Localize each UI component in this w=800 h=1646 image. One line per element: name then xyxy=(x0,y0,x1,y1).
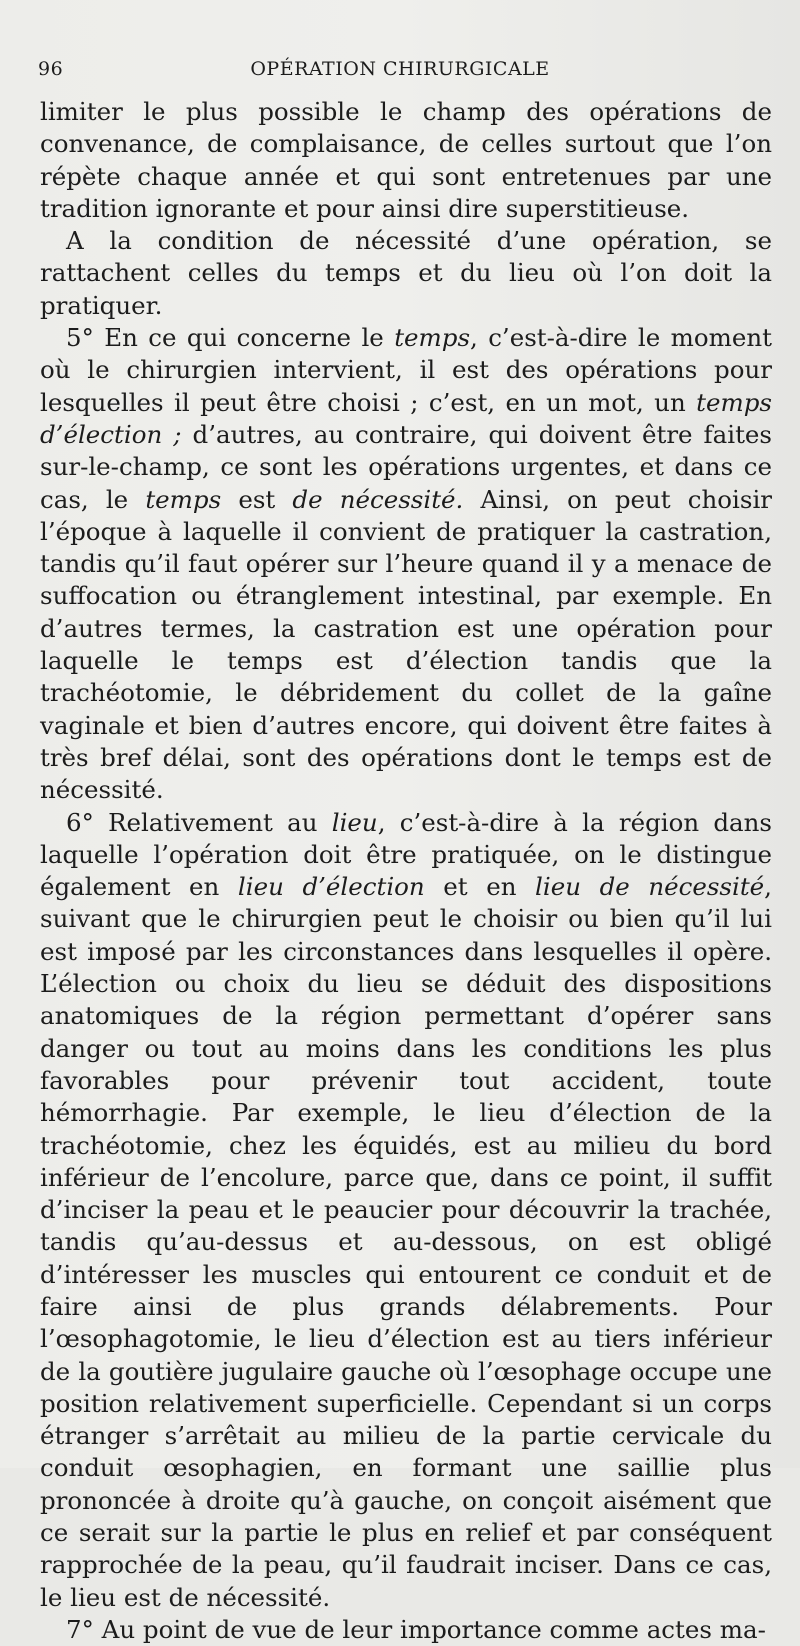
text-run: d’autres, au contraire, qui doivent être faites sur-le-champ, ce sont les opérations urgentes, et dans ce cas, le xyxy=(40,419,772,514)
italic-term: lieu xyxy=(331,807,378,837)
text-run: Ainsi, on peut choisir l’époque à laquelle il convient de pratiquer la castration, tandis qu’il faut opérer sur l’heure quand il y a menace de suffocation ou étranglement intestinal, par exemple. En d’autres termes, la castration est une opération pour laquelle le temps est d’élection tandis que la trachéotomie, le débridement du collet de la gaîne vaginale et bien d’autres encore, qui doivent être faites à très bref délai, sont des opérations dont le temps est de nécessité. xyxy=(40,484,772,805)
text-run: 7° Au point de vue de leur importance comme actes ma- xyxy=(66,1614,766,1644)
text-run: et en xyxy=(424,872,536,902)
italic-term: temps xyxy=(394,323,471,353)
italic-term: lieu de nécessité xyxy=(535,872,765,902)
italic-term: de nécessité. xyxy=(292,484,464,514)
text-run: limiter le plus possible le champ des opérations de convenance, de complaisance, de celles surtout que l’on répète chaque année et qui sont entretenues par une tradition ignorante et pour ainsi dire superstitieuse. xyxy=(40,97,772,223)
paragraph xyxy=(40,96,772,225)
paragraph xyxy=(40,225,772,322)
text-run: , suivant que le chirurgien peut le choisir ou bien qu’il lui est imposé par les circonstances dans lesquelles il opère. L’élection ou choix du lieu se déduit des dispositions anatomiques de la région permettant d’opérer sans danger ou tout au moins dans les conditions les plus favorables pour prévenir tout accident, toute hémorrhagie. Par exemple, le lieu d’élection de la trachéotomie, chez les équidés, est au milieu du bord inférieur de l’encolure, parce que, dans ce point, il suffit d’inciser la peau et le peaucier pour découvrir la trachée, tandis qu’au-dessus et au-dessous, on est obligé d’intéresser les muscles qui entourent ce conduit et de faire ainsi de plus grands délabrements. Pour l’œsophagotomie, le lieu d’élection est au tiers inférieur de la goutière jugulaire gauche où l’œsophage occupe une position relativement superficielle. Cependant si un corps étranger s’arrêtait au milieu de la partie cervicale du conduit œsophagien, en formant une saillie plus prononcée à droite qu’à gauche, on conçoit aisément que ce serait sur la partie le plus en relief et par conséquent rapprochée de la peau, qu’il faudrait inciser. Dans ce cas, le lieu est de nécessité. xyxy=(40,872,772,1612)
body-text xyxy=(40,96,772,1646)
page-number: 96 xyxy=(38,58,64,80)
running-title: OPÉRATION CHIRURGICALE xyxy=(250,58,550,80)
italic-term: temps xyxy=(145,484,222,514)
text-run: est xyxy=(221,484,293,514)
text-run: , c’est-à-dire à la région dans laquelle l’opération doit être pratiquée, on le distingue également en xyxy=(40,807,773,902)
italic-term: temps d’élection ; xyxy=(40,387,772,449)
text-run: 5° En ce qui concerne le xyxy=(66,323,395,353)
italic-term: lieu d’élection xyxy=(237,872,425,902)
paragraph xyxy=(40,807,772,1614)
text-run: , c’est-à-dire le moment où le chirurgien intervient, il est des opérations pour lesquelles il peut être choisi ; c’est, en un mot, un xyxy=(40,323,772,417)
text-run: A la condition de nécessité d’une opération, se rattachent celles du temps et du lieu où l’on doit la pratiquer. xyxy=(40,226,772,320)
running-head xyxy=(38,58,762,88)
paragraph xyxy=(40,1614,772,1646)
paragraph xyxy=(40,322,772,806)
text-run: 6° Relativement au xyxy=(66,807,332,837)
